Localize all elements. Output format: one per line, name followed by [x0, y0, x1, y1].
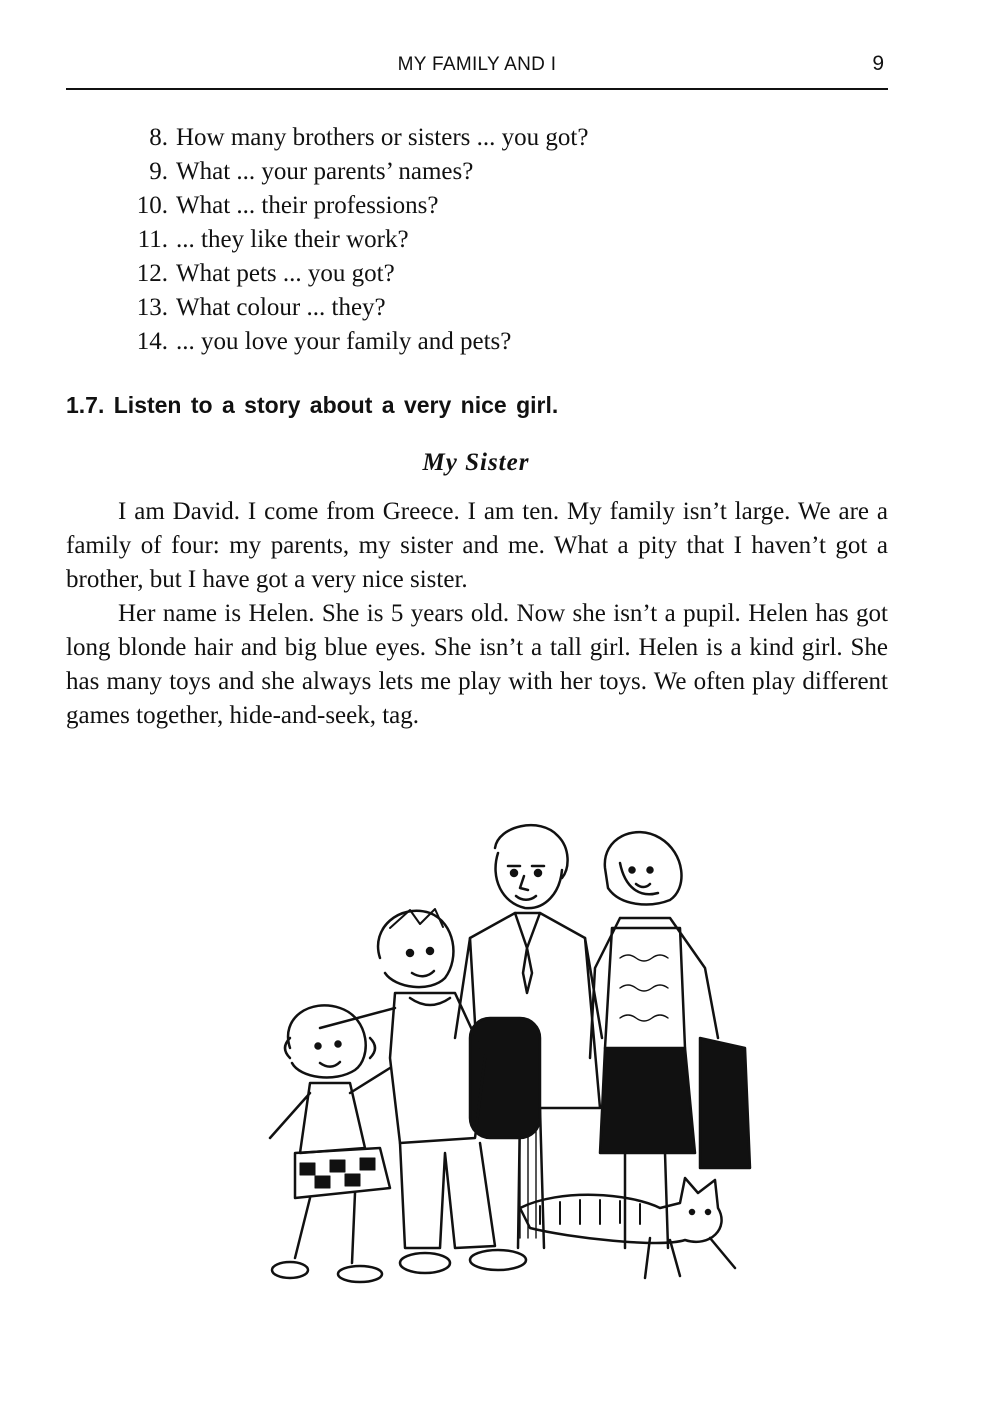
question-item — [118, 325, 588, 359]
question-text: ... they like their work? — [176, 226, 409, 253]
question-text: How many brothers or sisters ... you got? — [176, 124, 589, 151]
question-number: 12. — [136, 260, 168, 287]
page-header — [66, 50, 888, 90]
question-number: 13. — [136, 294, 168, 321]
question-number: 11. — [137, 226, 168, 253]
story-paragraph: Her name is Helen. She is 5 years old. Now she isn’t a pupil. Helen has got long blonde hair and big blue eyes. She isn’t a tall girl. Helen is a kind girl. She has many toys and she always lets me play with her toys. We often play different games together, hide-and-seek, tag. — [66, 600, 888, 729]
question-item — [118, 121, 588, 155]
story-body — [66, 495, 888, 733]
question-number: 10. — [136, 192, 168, 219]
question-list — [118, 121, 588, 359]
question-item — [118, 189, 588, 223]
girl-figure — [270, 1005, 390, 1282]
story-title: My Sister — [422, 449, 530, 476]
task-heading: 1.7. Listen to a story about a very nice girl. — [66, 392, 559, 418]
question-number: 8. — [149, 124, 168, 151]
question-item — [118, 155, 588, 189]
page-number: 9 — [872, 52, 884, 75]
question-item — [118, 223, 588, 257]
family-illustration — [240, 808, 760, 1293]
question-item — [118, 257, 588, 291]
question-number: 9. — [149, 158, 168, 185]
question-text: ... you love your family and pets? — [176, 328, 512, 355]
mother-figure — [590, 832, 750, 1248]
question-number: 14. — [136, 328, 168, 355]
cat-figure — [520, 1178, 735, 1278]
question-item — [118, 291, 588, 325]
question-text: What ... their professions? — [176, 192, 439, 219]
question-text: What pets ... you got? — [176, 260, 395, 287]
question-text: What colour ... they? — [176, 294, 386, 321]
running-title: MY FAMILY AND I — [397, 54, 557, 75]
story-paragraph: I am David. I come from Greece. I am ten. My family isn’t large. We are a family of four: my parents, my sister and me. What a pity that I haven’t got a brother, but I have got a very nice sister. — [66, 498, 888, 593]
question-text: What ... your parents’ names? — [176, 158, 474, 185]
